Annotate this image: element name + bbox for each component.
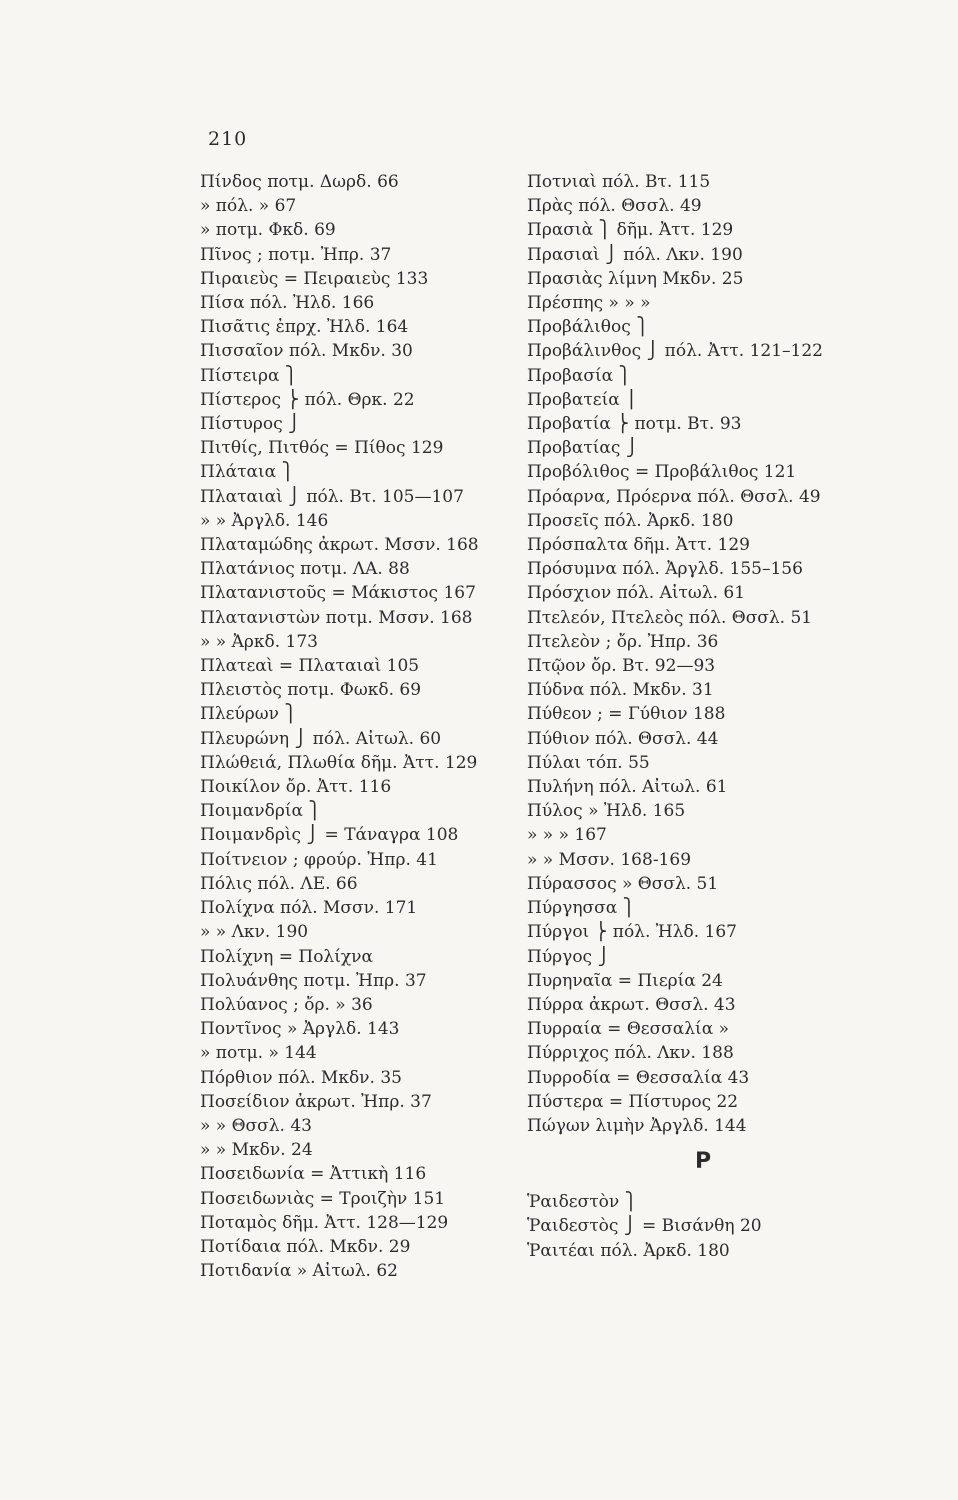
index-entry: Ποταμὸς δῆμ. Ἀττ. 128—129 <box>200 1212 449 1233</box>
index-entry: Πολυάνθης ποτμ. Ἠπρ. 37 <box>200 970 427 991</box>
index-entry: Ποτιδανία » Αἰτωλ. 62 <box>200 1261 398 1282</box>
index-entry: » » Ἀργλδ. 146 <box>200 510 329 531</box>
index-entry: Πλάταια ⎫ <box>200 462 295 483</box>
index-entry: Πλώθειά, Πλωθία δῆμ. Ἀττ. 129 <box>200 752 478 773</box>
index-entry: Ποσειδωνιὰς = Τροιζὴν 151 <box>200 1188 446 1209</box>
index-entry: Πισσαῖον πόλ. Μκδν. 30 <box>200 341 413 362</box>
index-entry: » » Λκν. 190 <box>200 922 309 943</box>
index-entry: Πιτθίς, Πιτθός = Πίθος 129 <box>200 438 444 459</box>
index-entry: Πυλήνη πόλ. Αἰτωλ. 61 <box>527 777 728 798</box>
index-entry: Πῖνος ; ποτμ. Ἠπρ. 37 <box>200 244 392 265</box>
index-entry: Πύθεον ; = Γύθιον 188 <box>527 704 726 725</box>
index-entry: » » Μσσν. 168-169 <box>527 849 692 870</box>
index-entry: Ποιμανδρία ⎫ <box>200 801 322 822</box>
index-entry: Πρόαρνα, Πρόερνα πόλ. Θσσλ. 49 <box>527 486 821 507</box>
index-entry: Πίσα πόλ. Ἠλδ. 166 <box>200 293 375 314</box>
index-entry: Πίστυρος ⎭ <box>200 414 301 435</box>
index-entry: Προβατία ⎬ ποτμ. Βτ. 93 <box>527 414 742 435</box>
index-entry: Ποιμανδρὶς ⎭ = Τάναγρα 108 <box>200 825 459 846</box>
index-entry: Πυρηναῖα = Πιερία 24 <box>527 970 723 991</box>
index-entry: Ποτίδαια πόλ. Μκδν. 29 <box>200 1236 411 1257</box>
index-entry: Πλατανιστοῦς = Μάκιστος 167 <box>200 583 476 604</box>
index-entry: Πλειστὸς ποτμ. Φωκδ. 69 <box>200 680 422 701</box>
index-entry: Ποίτνειον ; φρούρ. Ἠπρ. 41 <box>200 849 438 870</box>
index-entry: Πίστειρα ⎫ <box>200 365 298 386</box>
index-entry: Ποτνιαὶ πόλ. Βτ. 115 <box>527 172 711 192</box>
index-entry: Πύλος » Ἠλδ. 165 <box>527 801 686 822</box>
index-entry: Πόλις πόλ. ΛΕ. 66 <box>200 873 358 894</box>
index-entry: Προβατεία ⎪ <box>527 389 638 410</box>
index-entry: Προβασία ⎫ <box>527 365 632 386</box>
index-entry: » ποτμ. Φκδ. 69 <box>200 220 336 241</box>
index-entry: Πύθιον πόλ. Θσσλ. 44 <box>527 728 719 749</box>
right-entries <box>527 170 857 1138</box>
index-entry: Πύδνα πόλ. Μκδν. 31 <box>527 680 714 701</box>
index-entry: Πύρασσος » Θσσλ. 51 <box>527 873 719 894</box>
index-entry: Πολύανος ; ὄρ. » 36 <box>200 994 373 1015</box>
index-entry: » ποτμ. » 144 <box>200 1043 317 1064</box>
index-entry: Πιραιεὺς = Πειραιεὺς 133 <box>200 268 429 289</box>
page-number: 210 <box>208 128 248 150</box>
index-entry: Ῥαιτέαι πόλ. Ἀρκδ. 180 <box>527 1240 730 1261</box>
index-entry: » » » 167 <box>527 825 607 846</box>
index-entry: Προβάλιθος ⎫ <box>527 317 649 338</box>
index-entry: Πλατεαὶ = Πλαταιαὶ 105 <box>200 656 420 677</box>
rho-entries <box>527 1190 857 1263</box>
index-entry: Πτῷον ὄρ. Βτ. 92—93 <box>527 656 716 677</box>
index-entry: Πτελεόν, Πτελεὸς πόλ. Θσσλ. 51 <box>527 607 813 628</box>
index-entry: Πύργησσα ⎫ <box>527 898 636 919</box>
index-entry: Πρόσχιον πόλ. Αἰτωλ. 61 <box>527 583 746 604</box>
section-heading: Ρ <box>695 1149 712 1175</box>
index-entry: Πύργοι ⎬ πόλ. Ἠλδ. 167 <box>527 922 737 943</box>
index-entry: Ποσειδωνία = Ἀττικὴ 116 <box>200 1164 427 1185</box>
index-entry: Προβόλιθος = Προβάλιθος 121 <box>527 462 797 483</box>
index-entry: Πολίχνα πόλ. Μσσν. 171 <box>200 898 418 919</box>
index-entry: Πλευρώνη ⎭ πόλ. Αἰτωλ. 60 <box>200 728 442 749</box>
index-entry: Πρόσπαλτα δῆμ. Ἀττ. 129 <box>527 535 750 556</box>
index-entry: Πύρριχος πόλ. Λκν. 188 <box>527 1043 734 1064</box>
index-entry: Πύργος ⎭ <box>527 946 611 967</box>
index-entry: Πολίχνη = Πολίχνα <box>200 946 373 967</box>
index-entry: Πλεύρων ⎫ <box>200 704 298 725</box>
index-entry: Πώγων λιμὴν Ἀργλδ. 144 <box>527 1115 747 1136</box>
index-entry: Πλατάνιος ποτμ. ΛΑ. 88 <box>200 559 410 580</box>
index-entry: Πίνδος ποτμ. Δωρδ. 66 <box>200 172 399 192</box>
index-entry: Ποικίλον ὄρ. Ἀττ. 116 <box>200 777 392 798</box>
index-entry: Πυρροδία = Θεσσαλία 43 <box>527 1067 750 1088</box>
index-entry: Προβάλινθος ⎭ πόλ. Ἀττ. 121–122 <box>527 341 823 362</box>
index-entry: Πλατανιστὼν ποτμ. Μσσν. 168 <box>200 607 473 628</box>
index-entry: Πυρραία = Θεσσαλία » <box>527 1019 729 1040</box>
index-entry: Προσεῖς πόλ. Ἀρκδ. 180 <box>527 510 734 531</box>
index-entry: Ῥαιδεστὸν ⎫ <box>527 1192 638 1213</box>
index-entry: Πτελεὸν ; ὄρ. Ἠπρ. 36 <box>527 631 719 652</box>
index-entry: Πρασιὰ ⎫ δῆμ. Ἀττ. 129 <box>527 220 734 241</box>
index-entry: Πλαταμώδης ἀκρωτ. Μσσν. 168 <box>200 535 479 556</box>
index-entry: Πύλαι τόπ. 55 <box>527 752 650 773</box>
index-entry: Πρέσπης » » » <box>527 293 651 314</box>
index-entry: » » Θσσλ. 43 <box>200 1115 312 1136</box>
index-entry: Πρασιαὶ ⎭ πόλ. Λκν. 190 <box>527 244 743 265</box>
index-entry: Πύρρα ἀκρωτ. Θσσλ. 43 <box>527 994 736 1015</box>
index-entry: Πίστερος ⎬ πόλ. Θρκ. 22 <box>200 389 415 410</box>
index-entry: Ποντῖνος » Ἀργλδ. 143 <box>200 1019 400 1040</box>
index-entry: Πόρθιον πόλ. Μκδν. 35 <box>200 1067 402 1088</box>
index-entry: Πύστερα = Πίστυρος 22 <box>527 1091 739 1112</box>
index-entry: » πόλ. » 67 <box>200 196 297 217</box>
index-entry: Πισᾶτις ἐπρχ. Ἠλδ. 164 <box>200 317 409 338</box>
index-entry: Πλαταιαὶ ⎭ πόλ. Βτ. 105—107 <box>200 486 464 507</box>
index-entry: Ποσείδιον ἀκρωτ. Ἠπρ. 37 <box>200 1091 432 1112</box>
index-entry: Πρὰς πόλ. Θσσλ. 49 <box>527 196 702 217</box>
index-entry: Προβατίας ⎭ <box>527 438 639 459</box>
index-entry: Πρασιὰς λίμνη Μκδν. 25 <box>527 268 744 289</box>
index-entry: Ῥαιδεστὸς ⎭ = Βισάνθη 20 <box>527 1216 762 1237</box>
index-column-left <box>200 170 510 1283</box>
index-column-right <box>527 170 857 1263</box>
index-entry: Πρόσυμνα πόλ. Ἀργλδ. 155–156 <box>527 559 803 580</box>
index-entry: » » Ἀρκδ. 173 <box>200 631 318 652</box>
index-entry: » » Μκδν. 24 <box>200 1140 313 1161</box>
